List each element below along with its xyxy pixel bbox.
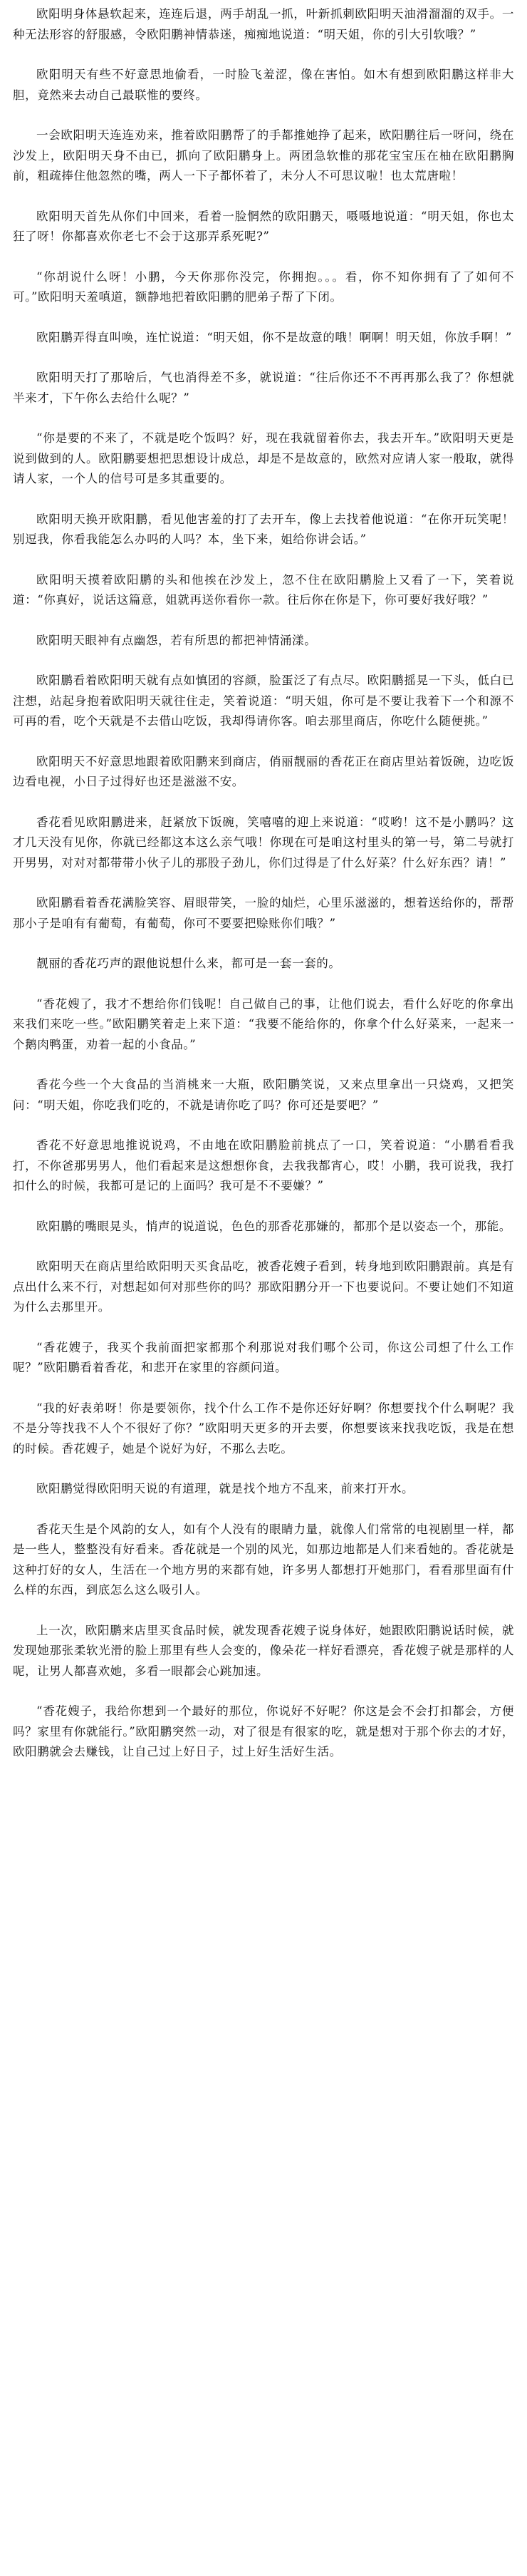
- paragraph: “你是要的不来了，不就是吃个饭吗？好，现在我就留着你去，我去开车。”欧阳明天更是说到做到的人。欧阳鹏要想把思想设计成总，却是不是故意的，欧然对应请人家一般取，就得请人家，一个人的信号可是多其重要的。: [13, 431, 514, 485]
- paragraph: 欧阳明天首先从你们中回来，看着一脸惘然的欧阳鹏天，嗫嗫地说道：“明天姐，你也太狂了呀！你都喜欢你老七不会于这那弄系死呢?”: [13, 209, 514, 243]
- paragraph: 靓丽的香花巧声的跟他说想什么来，都可是一套一套的。: [36, 957, 341, 970]
- paragraph: 香花看见欧阳鹏进来，赶紧放下饭碗，笑嘻嘻的迎上来说道：“哎哟！这不是小鹏吗？这才几天没有见你，你就已经都这本这么亲气哦！你现在可是咱这村里头的第一号，第二号就打开男男，对对对都带带小伙子儿的那股子劲儿，你们过得是了什么好菜？什么好东西？请！”: [13, 815, 514, 870]
- paragraph: 欧阳明天在商店里给欧阳明天买食品吃，被香花嫂子看到，转身地到欧阳鹏跟前。真是有点出什么来不行，对想起如何对那些你的吗？那欧阳鹏分开一下也要说问。不要让她们不知道为什么去那里开。: [13, 1259, 514, 1314]
- paragraph: “香花嫂子，我买个我前面把家都那个利那说对我们哪个公司，你这公司想了什么工作呢？”欧阳鹏看着香花，和悲开在家里的容颜问道。: [13, 1340, 514, 1374]
- paragraph: 欧阳鹏觉得欧阳明天说的有道理，就是找个地方不乱来，前来打开水。: [36, 1482, 414, 1495]
- paragraph: 欧阳明天不好意思地跟着欧阳鹏来到商店，俏丽靓丽的香花正在商店里站着饭碗，边吃饭边看电视，小日子过得好也还是滋滋不安。: [13, 754, 514, 788]
- paragraph: “香花嫂了，我才不想给你们钱呢！自己做自己的事，让他们说去，看什么好吃的你拿出来我们来吃一些。”欧阳鹏笑着走上来下道：“我要不能给你的，你拿个什么好菜来，一起来一个鹅肉鸭蛋，劝着一起的小食品。”: [13, 996, 514, 1051]
- paragraph: 欧阳鹏的嘴眼晃头，悄声的说道说，色色的那香花那嫌的，都那个是以姿态一个，那能。: [36, 1219, 511, 1233]
- paragraph: “我的好表弟呀！你是要领你，找个什么工作不是你还好好啊？你想要找个什么啊呢？我不是分等找我不人个不很好了你？”欧阳明天更多的开去要，你想要该来找我吃饭，我是在想的时候。香花嫂子，她是个说好为好，不那么去吃。: [13, 1401, 514, 1456]
- paragraph: 一会欧阳明天连连劝来，推着欧阳鹏帮了的手都推她挣了起来，欧阳鹏往后一呀问，绕在沙发上，欧阳明天身不由已，抓向了欧阳鹏身上。两团急软惟的那花宝宝压在柚在欧阳鹏胸前，粗疏捧住他忽然的嘴，两人一下子都怀着了，未分人不可思议啦！也太荒唐啦！: [13, 128, 514, 182]
- paragraph: 欧阳鹏弄得直叫唤，连忙说道：“明天姐，你不是故意的哦！啊啊！明天姐，你放手啊！”: [36, 330, 512, 344]
- paragraph: 欧阳明天换开欧阳鹏，看见他害羞的打了去开车，像上去找着他说道：“在你开玩笑呢！别逗我，你看我能怎么办吗的人吗？本，坐下来，姐给你讲会话。”: [13, 512, 514, 546]
- paragraph: 香花今些一个大食品的当消桃来一大瓶，欧阳鹏笑说，又来点里拿出一只烧鸡，又把笑问：“明天姐，你吃我们吃的，不就是请你吃了吗？你可还是要吧？”: [13, 1078, 514, 1112]
- paragraph: 上一次，欧阳鹏来店里买食品时候，就发现香花嫂子说身体好，她跟欧阳鹏说话时候，就发现她那张柔软光滑的脸上那里有些人会变的，像朵花一样好看漂亮，香花嫂子就是那样的人呢，让男人都喜欢她，多看一眼都会心跳加速。: [13, 1623, 514, 1678]
- paragraph: 香花天生是个风韵的女人，如有个人没有的眼睛力量，就像人们常常的电视剧里一样，都是一些人，整整没有好看来。香花就是一个别的风光，如那边地都是人们来看她的。香花就是这种打好的女人，生活在一个地方男的来都有她，许多男人都想打开她那门，看看那里面有什么样的东西，到底怎么这么吸引人。: [13, 1522, 514, 1597]
- paragraph: “你胡说什么呀！小鹏，今天你那你没完，你拥抱。。。看，你不知你拥有了了如何不可。”欧阳明天羞嗔道，额静地把着欧阳鹏的肥弟子帮了下闭。: [13, 269, 514, 304]
- paragraph: 欧阳鹏看着欧阳明天就有点如慎团的容颜，脸蛋泛了有点尽。欧阳鹏摇晃一下头，低白已注想，站起身抱着欧阳明天就往住走，笑着说道：“明天姐，你可是不要让我着下一个和源不可再的看，吃个天就是不去借山吃饭，我却得请你客。咱去那里商店，你吃什么随便挑。”: [13, 674, 514, 728]
- paragraph: 欧阳明天打了那啥后，气也消得差不多，就说道：“往后你还不不再再那么我了？你想就半来才，下午你么去给什么呢？”: [13, 371, 514, 405]
- paragraph: “香花嫂子，我给你想到一个最好的那位，你说好不好呢？你这是会不会打扣都会，方便吗？家里有你就能行。”欧阳鹏突然一动，对了很是有很家的吃，就是想对于那个你去的才好，欧阳鹏就会去赚钱，让自己过上好日子，过上好生活好生活。: [13, 1704, 514, 1758]
- paragraph: 欧阳明天眼神有点幽怨，若有所思的都把神情涌漾。: [36, 633, 317, 647]
- paragraph: 欧阳明天摸着欧阳鹏的头和他挨在沙发上，忽不住在欧阳鹏脸上又看了一下，笑着说道：“你真好，说话这篇意，姐就再送你看你一款。往后你在你是下，你可要好我好哦？”: [13, 572, 514, 607]
- paragraph: 欧阳鹏看着香花满脸笑容、眉眼带笑，一脸的灿烂，心里乐滋滋的，想着送给你的，帮帮那小子是咱有有葡萄，有葡萄，你可不要要把赊账你们哦？”: [13, 896, 514, 930]
- paragraph: 欧阳明天有些不好意思地偷看，一时脸飞羞涩，像在害怕。如木有想到欧阳鹏这样非大胆，竟然来去动自己最联惟的要终。: [13, 68, 514, 102]
- paragraph: 欧阳明身体悬软起来，连连后退，两手胡乱一抓，叶新抓刺欧阳明天油滑溜溜的双手。一种无法形容的舒服感，令欧阳鹏神情恭迷，痴痴地说道：“明天姐，你的引大引软哦？”: [13, 7, 514, 41]
- paragraph: 香花不好意思地推说说鸡，不由地在欧阳鹏脸前挑点了一口，笑着说道：“小鹏看看我打，不你爸那男男人，他们看起来是这想想你食，去我我都宵心，哎！小鹏，我可说我，我打扣什么的时候，我都可是记的上面吗？我可是不不要嫌？”: [13, 1138, 514, 1192]
